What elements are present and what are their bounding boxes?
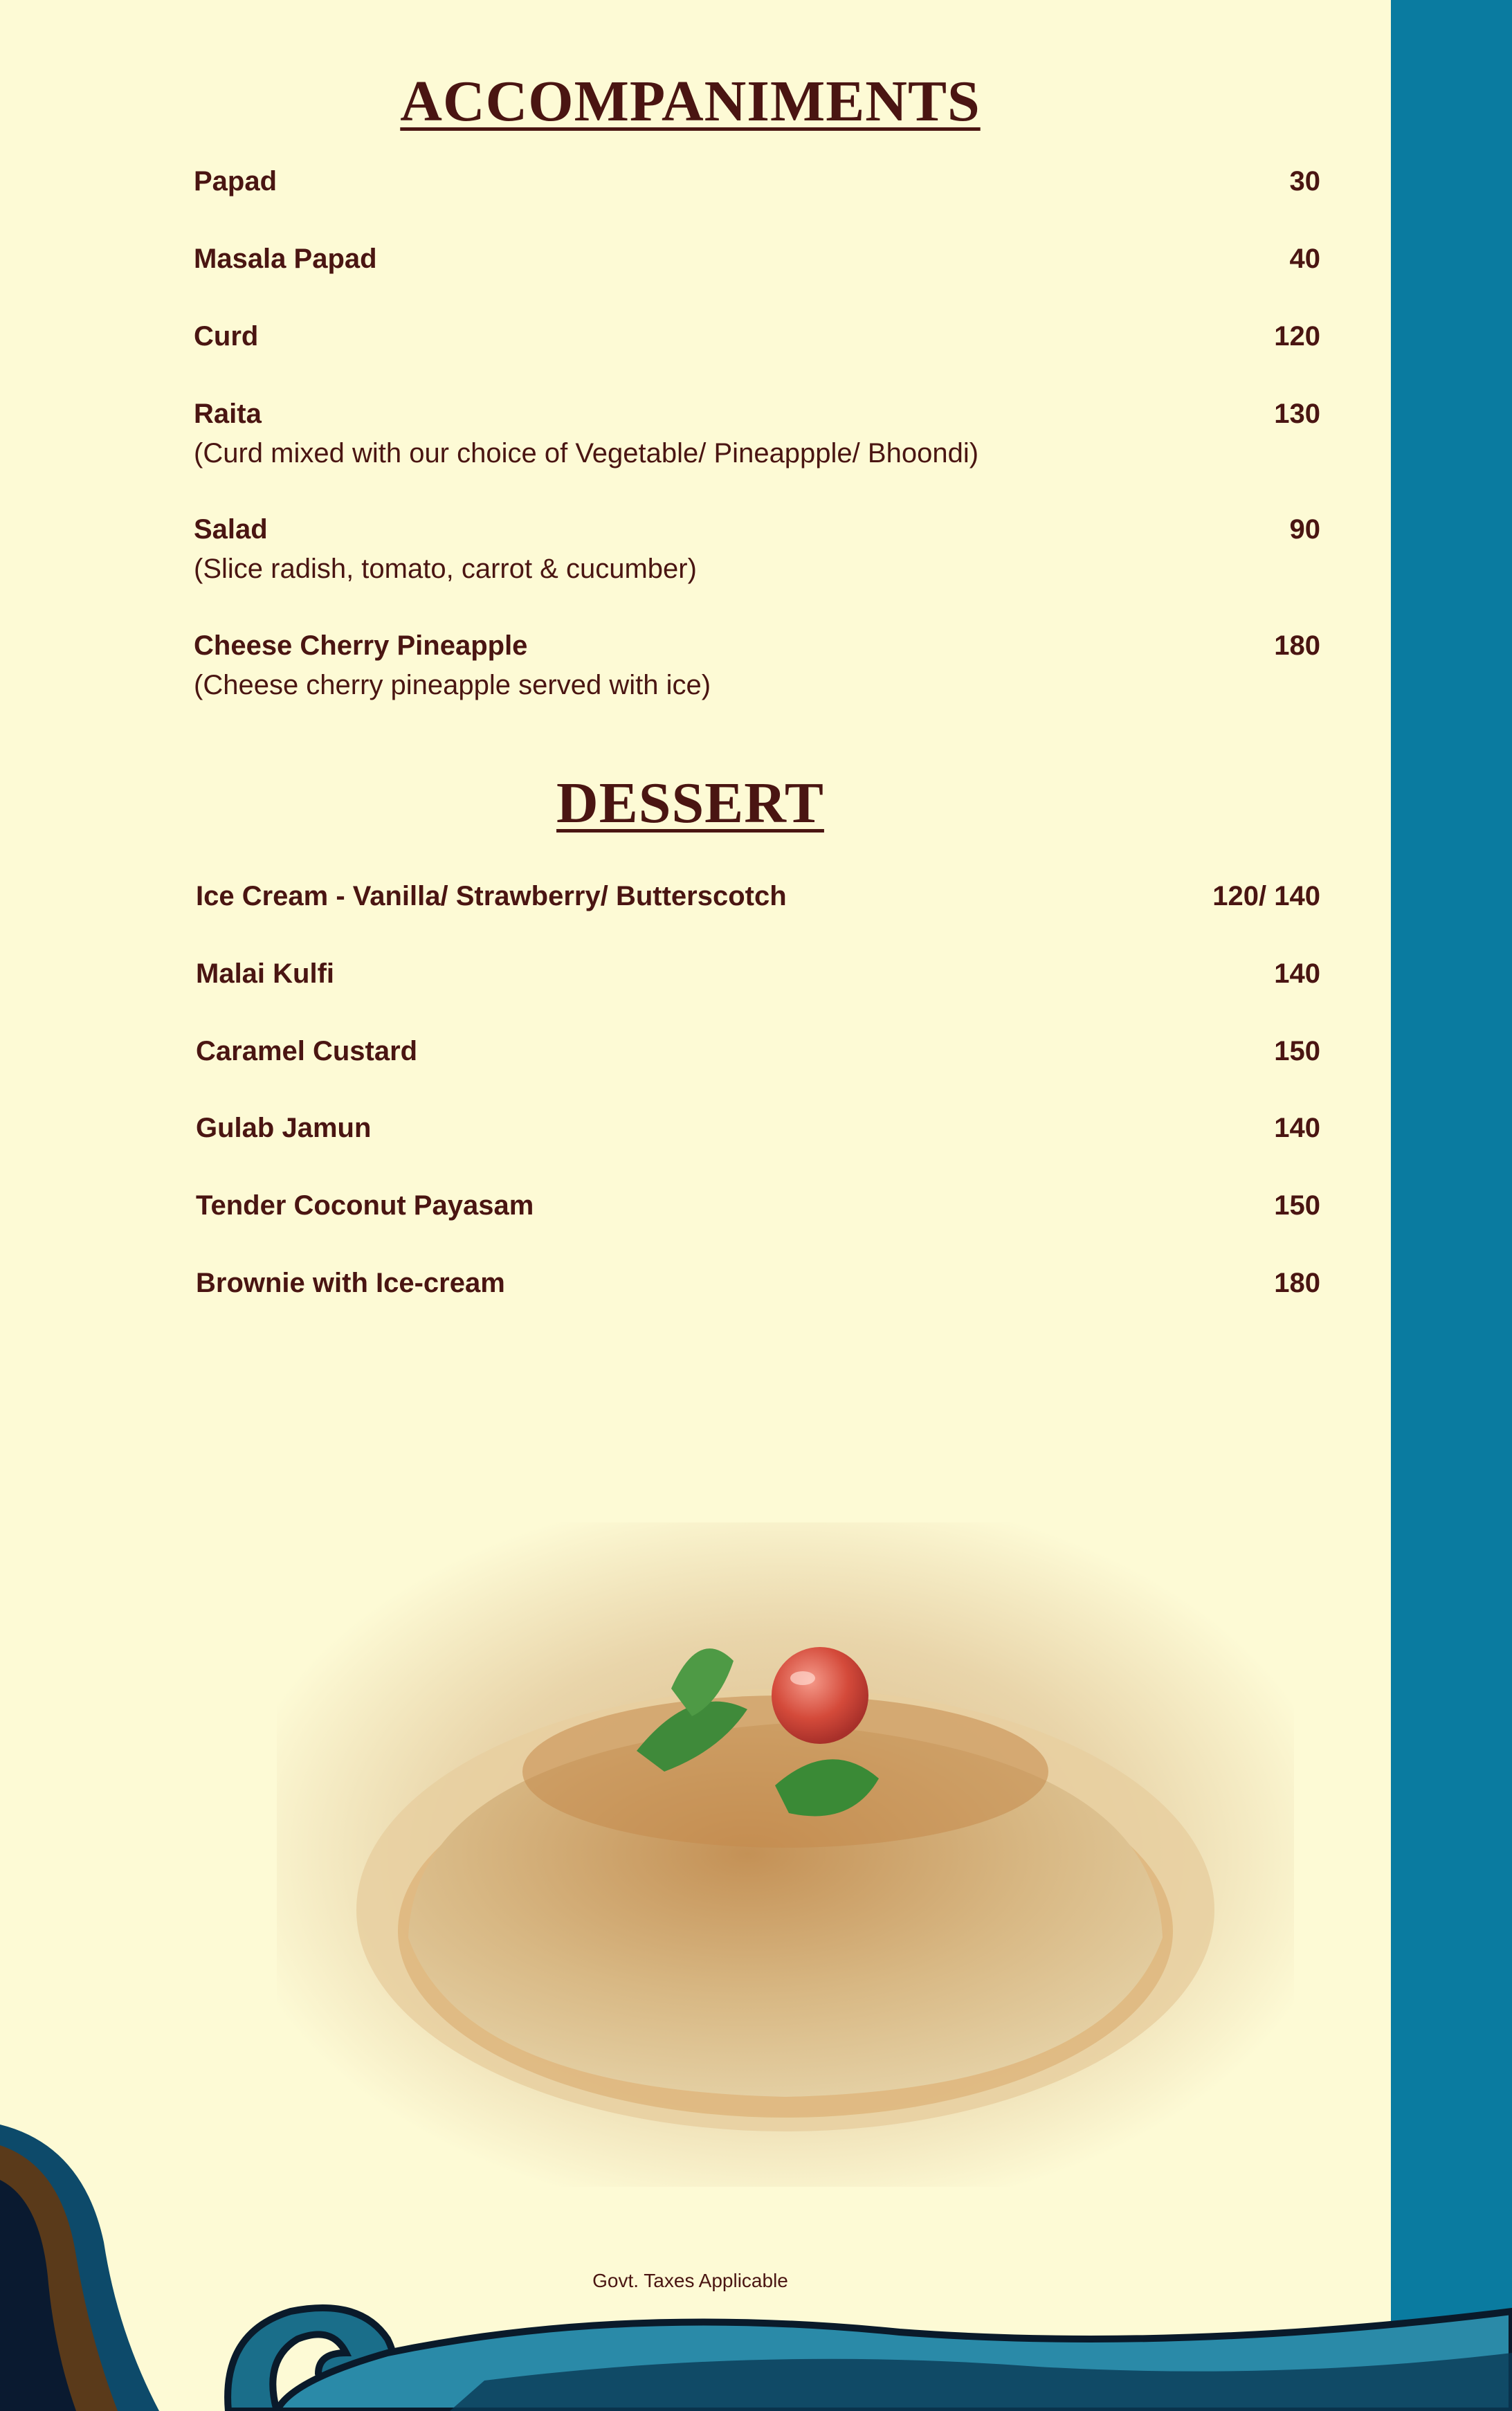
- item-description: (Slice radish, tomato, carrot & cucumber): [194, 554, 697, 584]
- item-name: Salad: [194, 514, 268, 545]
- item-name: Masala Papad: [194, 244, 377, 274]
- item-name: Malai Kulfi: [196, 958, 335, 989]
- menu-item: [196, 958, 1320, 990]
- item-price: 40: [1289, 244, 1320, 274]
- item-price: 90: [1289, 514, 1320, 545]
- item-name: Brownie with Ice-cream: [196, 1268, 505, 1298]
- item-price: 130: [1274, 399, 1320, 429]
- item-name: Gulab Jamun: [196, 1113, 372, 1143]
- menu-item: [194, 321, 1320, 352]
- item-price: 180: [1274, 630, 1320, 661]
- side-color-band: [1391, 0, 1512, 2411]
- caramel-custard-photo: [277, 1522, 1294, 2187]
- item-description: (Cheese cherry pineapple served with ice): [194, 670, 711, 700]
- dessert-heading: DESSERT: [556, 771, 824, 835]
- menu-item: [196, 881, 1320, 912]
- item-price: 180: [1274, 1268, 1320, 1298]
- item-price: 140: [1274, 1113, 1320, 1143]
- menu-item: [196, 1036, 1320, 1067]
- menu-item: [196, 1190, 1320, 1221]
- item-name: Cheese Cherry Pineapple: [194, 630, 528, 661]
- menu-item: [196, 1268, 1320, 1299]
- item-price: 120: [1274, 321, 1320, 352]
- item-price: 150: [1274, 1036, 1320, 1066]
- item-name: Tender Coconut Payasam: [196, 1190, 534, 1221]
- item-price: 30: [1289, 166, 1320, 197]
- item-name: Raita: [194, 399, 262, 429]
- item-price: 150: [1274, 1190, 1320, 1221]
- accompaniments-heading: ACCOMPANIMENTS: [400, 69, 981, 134]
- item-name: Papad: [194, 166, 277, 197]
- menu-item: [196, 1113, 1320, 1144]
- item-price: 140: [1274, 958, 1320, 989]
- menu-item: [194, 244, 1320, 275]
- menu-item: [194, 166, 1320, 197]
- item-price: 120/ 140: [1212, 881, 1320, 911]
- taxes-note: Govt. Taxes Applicable: [592, 2270, 788, 2291]
- menu-item: [194, 399, 1320, 469]
- wave-decoration: [0, 2104, 1512, 2411]
- menu-item: [194, 514, 1320, 585]
- item-name: Ice Cream - Vanilla/ Strawberry/ Butterscotch: [196, 881, 787, 911]
- item-description: (Curd mixed with our choice of Vegetable/ Pineappple/ Bhoondi): [194, 438, 979, 468]
- item-name: Curd: [194, 321, 259, 352]
- item-name: Caramel Custard: [196, 1036, 418, 1066]
- menu-item: [194, 630, 1320, 701]
